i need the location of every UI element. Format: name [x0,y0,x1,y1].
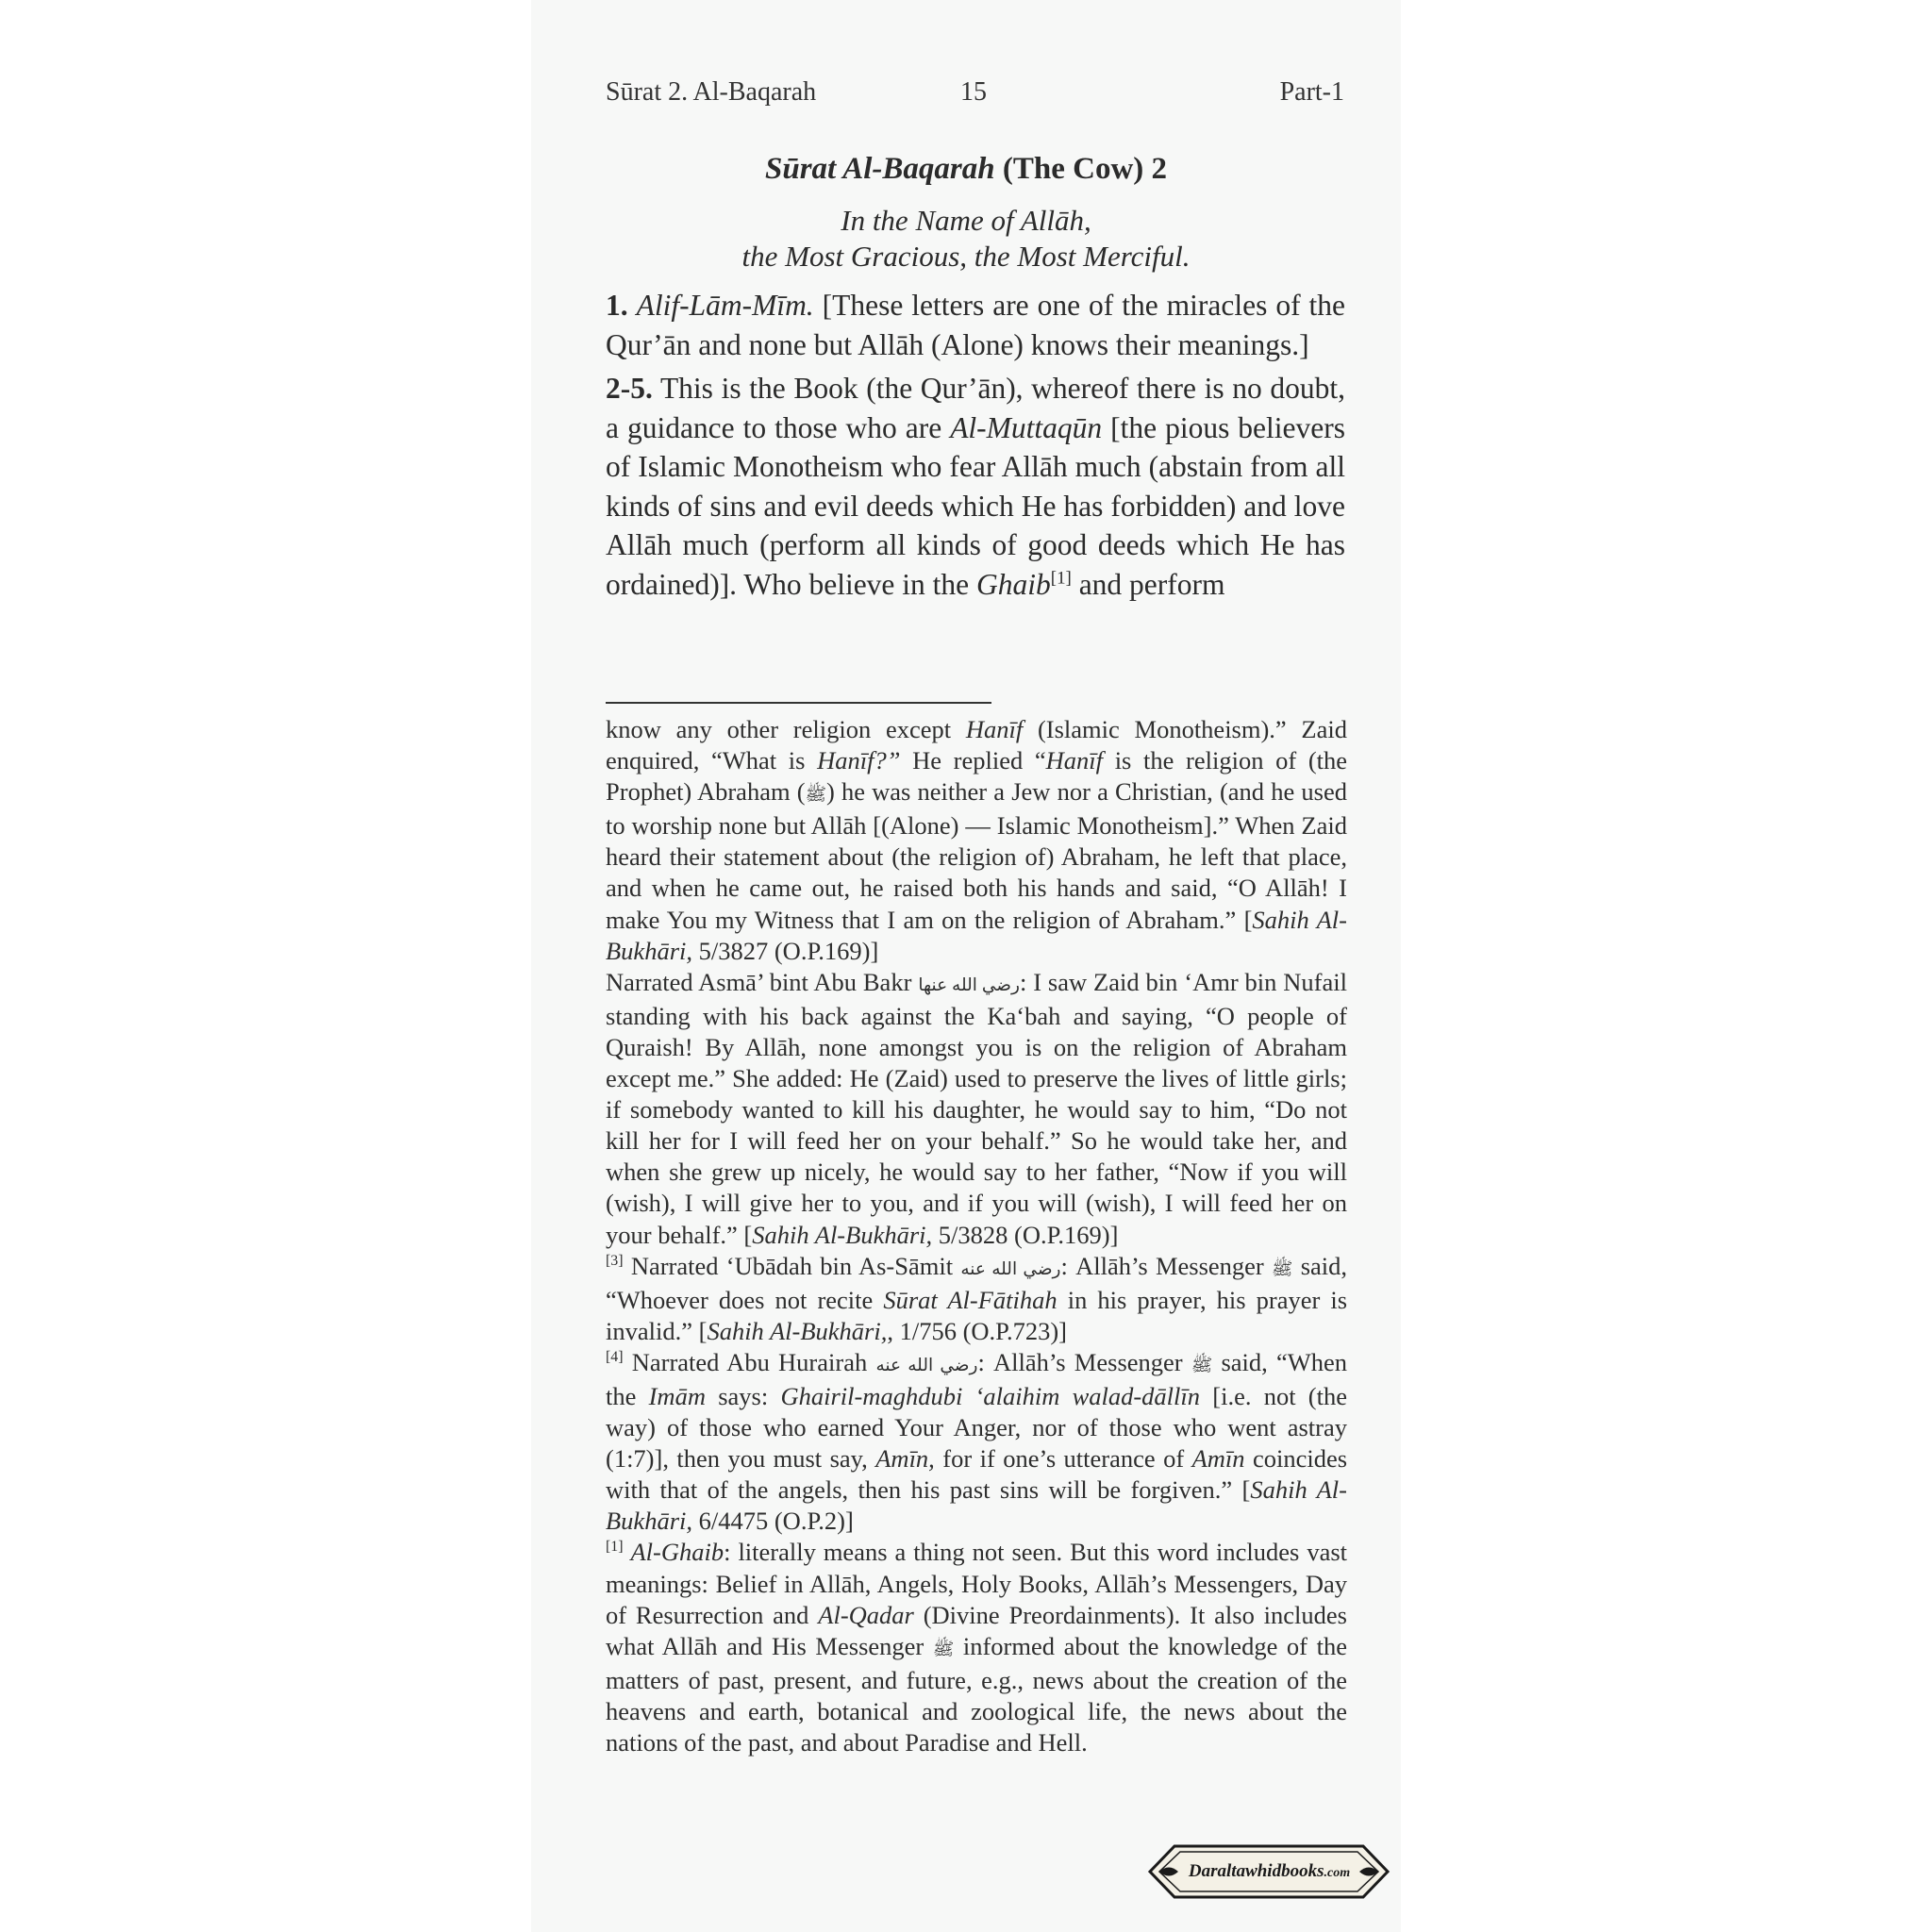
footnote-3: [3] Narrated ‘Ubādah bin As-Sāmit رضي الله عنه: Allāh’s Messenger ﷺ said, “Whoever does not recite Sūrat Al-Fātihah in his prayer, his prayer is invalid.” [Sahih Al-Bukhāri,, 1/756 (O.P.723)] [606,1251,1348,1345]
verse-number: 2-5. [606,372,653,405]
footnote-4: [4] Narrated Abu Hurairah رضي الله عنه: Allāh’s Messenger ﷺ said, “When the Imām says: Ghairil-maghdubi ‘alaihim walad-dāllīn [i.e. not (the way) of those who earned Your Anger, nor of those who went astray (1:7)], then you must say, Amīn, for if one’s utterance of Amīn coincides with that of the angels, then his past sins will be forgiven.” [Sahih Al-Bukhāri, 6/4475 (O.P.2)] [606,1347,1348,1536]
verse-text: [These letters are one of the miracles of the Qur’ān and none but Allāh (Alone) knows their meanings.] [606,289,1345,361]
basmala-line-1: In the Name of Allāh, [841,204,1091,237]
surah-title-rest: (The Cow) 2 [1002,152,1168,186]
verse-number: 1. [606,289,628,322]
watermark-text: Daraltawhidbooks.com [1188,1861,1351,1881]
salutation-glyph: ﷺ [932,1639,955,1659]
footnote-number: [1] [606,1539,624,1556]
salutation-glyph: ﷺ [1272,1258,1293,1279]
verse-text: and perform [1078,567,1225,601]
verse-italic: Al-Muttaqūn [950,410,1103,444]
salutation-glyph: رضي الله عنه [875,1355,978,1375]
footnote-continued: know any other religion except Hanīf (Islamic Monotheism).” Zaid enquired, “What is Hanīf?” He replied “Hanīf is the religion of (the Prophet) Abraham (ﷺ) he was neither a Jew nor a Christian, (and he used to worship none but Allāh [(Alone) — Islamic Monotheism].” When Zaid heard their statement about (the religion of) Abraham, he left that place, and when he came out, he raised both his hands and said, “O Allāh! I make You my Witness that I am on the religion of Abraham.” [Sahih Al-Bukhāri, 5/3827 (O.P.169)] [606,715,1348,965]
verse-italic: Alif-Lām-Mīm. [636,289,814,322]
page-number: 15 [960,77,987,107]
footnote-number: [3] [606,1252,624,1269]
footnotes [606,714,1347,1758]
footnote-ref[interactable]: [1] [1050,568,1072,588]
running-header-surah: Sūrat 2. Al-Baqarah [606,77,817,107]
surah-title-name: Sūrat Al-Baqarah [764,152,995,186]
salutation-glyph: رضي الله عنه [960,1258,1061,1279]
main-text [606,286,1345,608]
surah-title [531,147,1401,191]
footnote-asma: Narrated Asmā’ bint Abu Bakr رضي الله عنها: I saw Zaid bin ‘Amr bin Nufail standing with his back against the Ka‘bah and saying, “O people of Quraish! By Allāh, none amongst you is on the religion of Abraham except me.” She added: He (Zaid) used to preserve the lives of little girls; if somebody wanted to kill his daughter, he would say to him, “Do not kill her for I will feed her on your behalf.” So he would take her, and when she grew up nicely, he would say to her father, “Now if you will (wish), I will give her to you, and if you will (wish), I will feed her on your behalf.” [Sahih Al-Bukhāri, 5/3828 (O.P.169)] [606,967,1347,1249]
footnote-number: [4] [606,1349,624,1366]
verse-text: [the pious believers of Islamic Monotheism who fear Allāh much (abstain from all kinds of sins and evil deeds which He has forbidden) and love Allāh much (perform all kinds of good deeds which He has ordained)]. Who believe in the [606,410,1346,601]
book-page [531,0,1401,1932]
verse-1 [606,286,1345,364]
basmala [531,203,1401,275]
footnote-1: [1] Al-Ghaib: literally means a thing not seen. But this word includes vast meanings: Belief in Allāh, Angels, Holy Books, Allāh’s Messengers, Day of Resurrection and Al-Qadar (Divine Preordainments). It also includes what Allāh and His Messenger ﷺ informed about the knowledge of the matters of past, present, and future, e.g., news about the creation of the heavens and earth, botanical and zoological life, the news about the nations of the past, and about Paradise and Hell. [606,1538,1348,1757]
salutation-glyph: ﷺ [1191,1355,1213,1375]
salutation-glyph: ﷺ [805,785,826,806]
basmala-line-2: the Most Gracious, the Most Merciful. [741,240,1191,273]
running-header-part: Part-1 [1279,77,1344,107]
verse-2-5 [606,369,1345,604]
salutation-glyph: رضي الله عنها [918,974,1020,995]
verse-italic: Ghaib [976,567,1051,601]
footnote-divider [606,702,991,704]
verse-text: This is the Book (the Qur’ān), whereof there is no doubt, a guidance to those who are [606,372,1345,444]
